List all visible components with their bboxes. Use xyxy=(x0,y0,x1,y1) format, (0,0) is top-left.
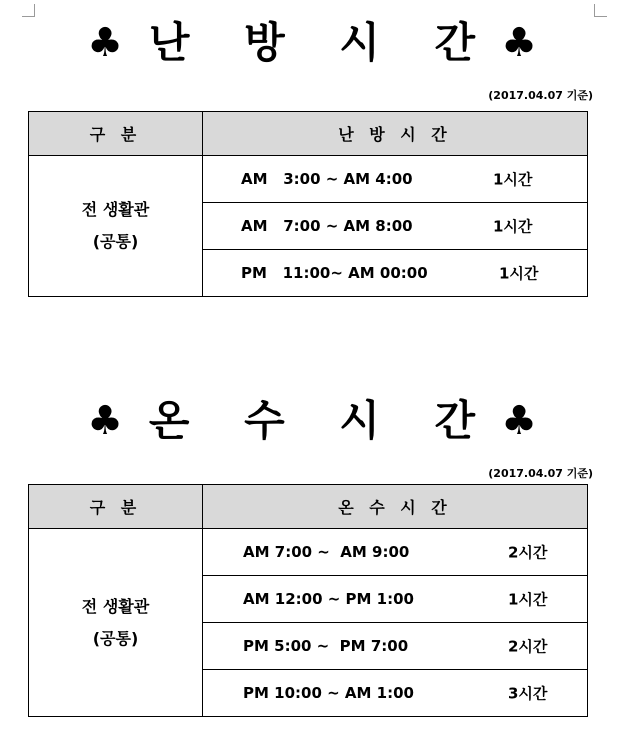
time-slot-cell xyxy=(203,529,588,576)
header-time: 난 방 시 간 xyxy=(203,112,588,156)
time-slot-cell xyxy=(203,250,588,297)
duration: 1시간 xyxy=(493,170,533,189)
category-sublabel: (공통) xyxy=(92,232,139,251)
time-range: AM 7:00 ~ AM 9:00 xyxy=(243,543,410,561)
table-row xyxy=(29,529,588,576)
heating-title: 난 방 시 간 xyxy=(148,18,496,67)
time-range: AM 3:00 ~ AM 4:00 xyxy=(241,170,413,188)
duration: 3시간 xyxy=(508,684,548,703)
heating-title-row xyxy=(0,18,624,68)
duration: 2시간 xyxy=(508,637,548,656)
time-slot-cell xyxy=(203,623,588,670)
category-cell xyxy=(29,529,203,717)
page-corner-mark-left xyxy=(22,4,35,17)
category-sublabel: (공통) xyxy=(92,628,139,648)
header-time: 온 수 시 간 xyxy=(203,485,588,529)
time-slot-cell xyxy=(203,203,588,250)
category-label: 전 생활관 xyxy=(81,596,150,616)
category-label: 전 생활관 xyxy=(81,200,150,219)
club-suit-icon: ♣ xyxy=(501,20,537,66)
table-header-row xyxy=(29,485,588,529)
club-suit-icon: ♣ xyxy=(87,398,123,444)
hot-water-basis-date: (2017.04.07 기준) xyxy=(488,467,593,480)
table-header-row xyxy=(29,112,588,156)
hot-water-title: 온 수 시 간 xyxy=(148,396,496,445)
hot-water-table xyxy=(28,484,588,717)
club-suit-icon: ♣ xyxy=(501,398,537,444)
hot-water-title-row xyxy=(0,396,624,446)
time-slot-cell xyxy=(203,156,588,203)
header-category: 구 분 xyxy=(29,112,203,156)
duration: 1시간 xyxy=(493,217,533,236)
page-corner-mark-right xyxy=(594,4,607,17)
time-range: AM 12:00 ~ PM 1:00 xyxy=(243,590,414,608)
time-range: AM 7:00 ~ AM 8:00 xyxy=(241,217,413,235)
header-category: 구 분 xyxy=(29,485,203,529)
time-range: PM 5:00 ~ PM 7:00 xyxy=(243,637,409,655)
heating-basis-date: (2017.04.07 기준) xyxy=(488,89,593,102)
duration: 1시간 xyxy=(499,264,539,283)
club-suit-icon: ♣ xyxy=(87,20,123,66)
duration: 1시간 xyxy=(508,590,548,609)
category-cell xyxy=(29,156,203,297)
duration: 2시간 xyxy=(508,543,548,562)
table-row xyxy=(29,156,588,203)
heating-table xyxy=(28,111,588,297)
time-range: PM 11:00~ AM 00:00 xyxy=(241,264,428,282)
time-range: PM 10:00 ~ AM 1:00 xyxy=(243,684,414,702)
time-slot-cell xyxy=(203,576,588,623)
time-slot-cell xyxy=(203,670,588,717)
